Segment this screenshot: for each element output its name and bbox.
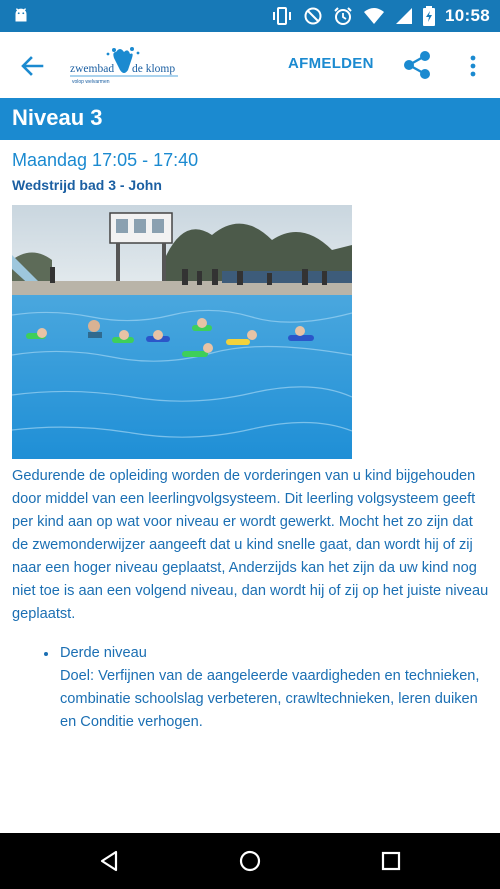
svg-text:zwembad: zwembad [70,63,115,75]
nav-home-icon[interactable] [236,847,264,875]
svg-text:de klomp: de klomp [132,63,176,75]
wifi-icon [363,7,385,25]
lesson-content [12,148,490,734]
overflow-menu-icon[interactable] [463,52,483,80]
goal-text: Doel: Verfijnen van de aangeleerde vaardigheden en technieken, combinatie schoolslag verbeteren, crawltechnieken, leren duiken en Conditie verhogen. [60,668,480,730]
page-title-bar [0,98,500,140]
svg-text:volop welvarmen: volop welvarmen [72,79,110,85]
signal-icon [395,7,413,25]
afmelden-button[interactable]: AFMELDEN [288,55,374,72]
list-item [60,642,490,734]
android-debug-icon [10,5,32,27]
battery-icon [423,6,435,26]
lesson-datetime: Maandag 17:05 - 17:40 [12,150,199,170]
app-bar [0,32,500,98]
dnd-icon [303,6,323,26]
page-title: Niveau 3 [12,105,103,130]
alarm-icon [333,6,353,26]
zwembad-logo [68,46,180,86]
nav-recents-icon[interactable] [377,847,405,875]
vibrate-icon [271,6,293,26]
lesson-description: Gedurende de opleiding worden de vorderingen van u kind bijgehouden door middel van een leerlingvolgsysteem. Dit leerling volgsysteem geeft per kind aan op wat voor niveau er wordt gewerkt. Mocht het zo zijn dat de zwemonderwijzer aangeeft dat u kind snelle gaat, dan wordt hij of zij naar een hoger niveau geplaatst, Anderzijds kan het zijn da uw kind nog niet toe is aan een volgend niveau, dan wordt hij of zij op het juiste niveau geplaatst. [12,468,489,622]
lesson-subtitle: Wedstrijd bad 3 - John [12,177,162,193]
navigation-bar [0,833,500,889]
pool-photo [12,205,352,459]
back-arrow-icon[interactable] [18,52,46,80]
status-bar [0,0,500,32]
goal-title: Derde niveau [60,645,147,661]
nav-back-icon[interactable] [96,847,124,875]
share-icon[interactable] [400,48,434,82]
goals-list [12,642,490,734]
clock: 10:58 [445,6,490,25]
